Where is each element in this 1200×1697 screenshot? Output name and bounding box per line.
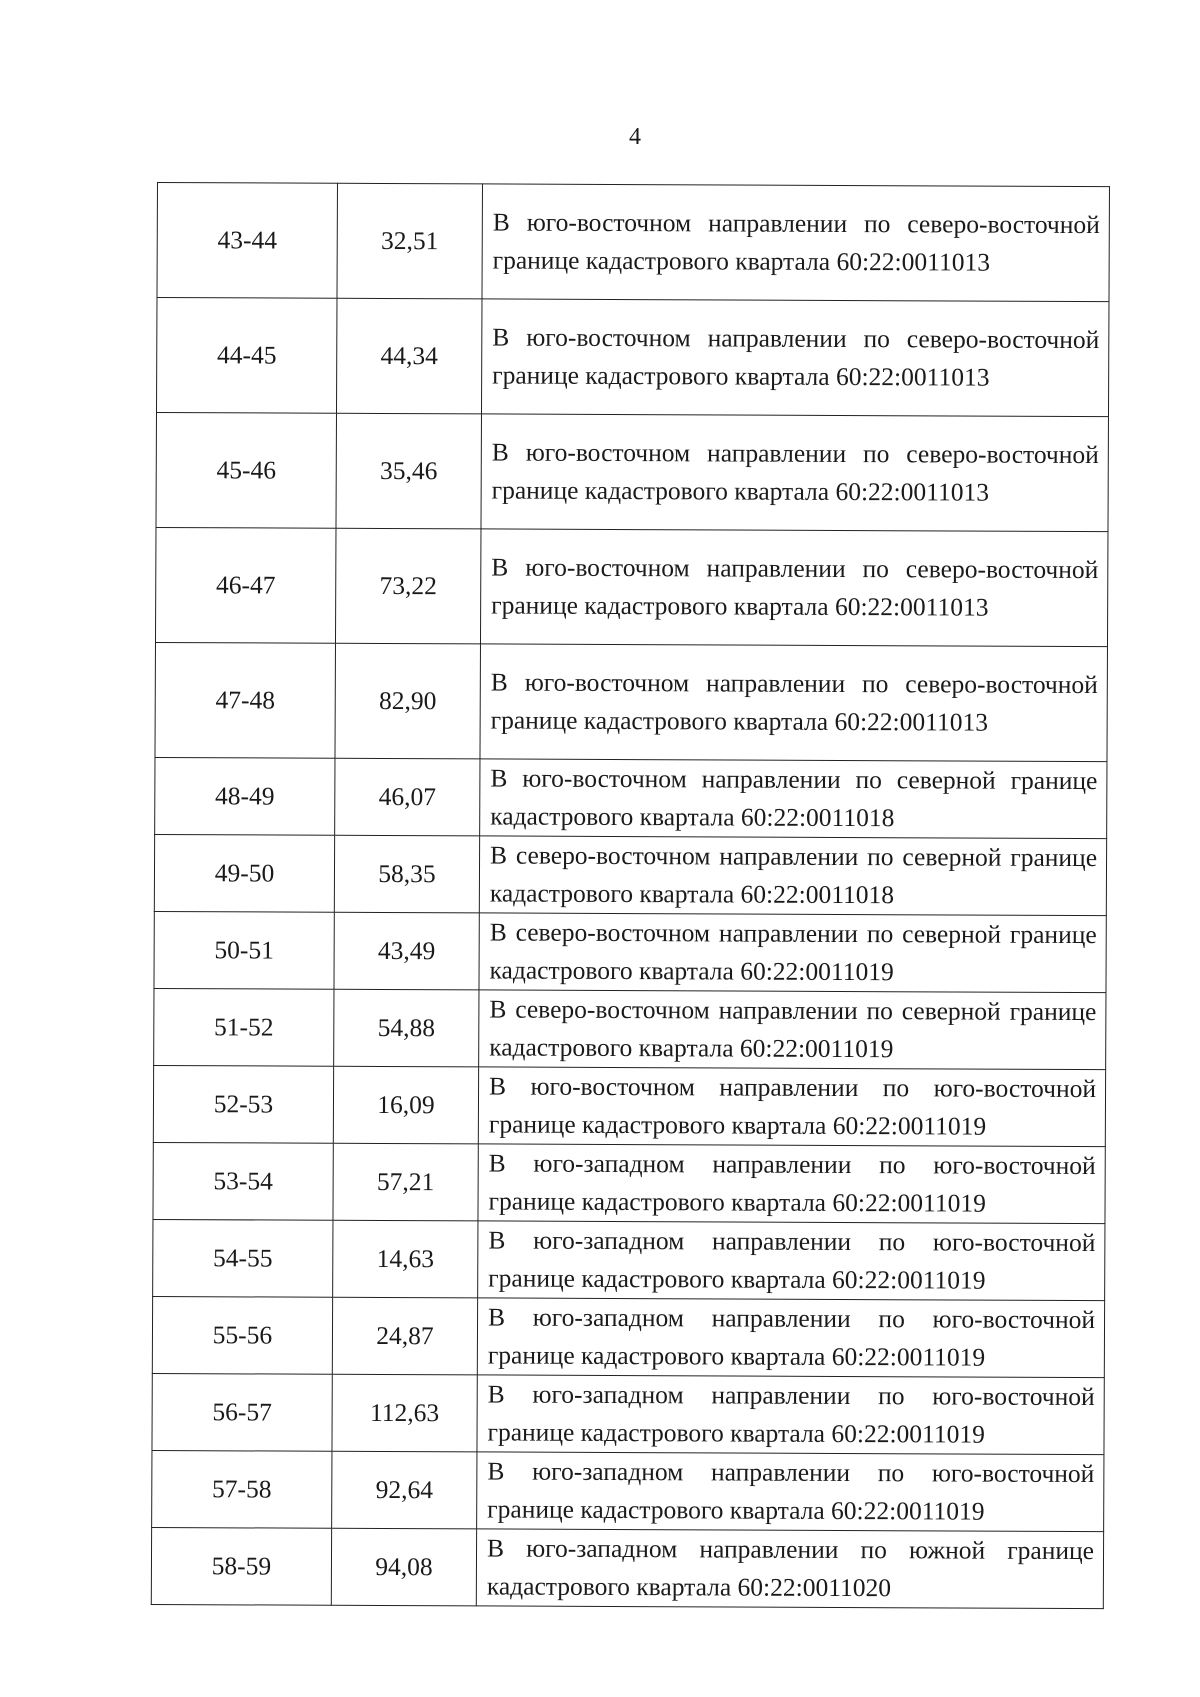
length-cell: 44,34 [336,298,482,414]
segment-cell: 48-49 [155,757,335,835]
description-cell: В северо-восточном направлении по северной границе кадастрового квартала 60:22:0011018 [479,836,1106,916]
table-row [153,1065,1105,1146]
description-cell: В юго-западном направлении по юго-восточной границе кадастрового квартала 60:22:0011019 [477,1375,1104,1455]
table-row [154,834,1106,915]
description-cell: В юго-восточном направлении по северо-восточной границе кадастрового квартала 60:22:0011013 [480,644,1107,762]
length-cell: 16,09 [333,1066,478,1144]
boundary-segments-table [151,182,1110,1609]
description-cell: В северо-восточном направлении по северной границе кадастрового квартала 60:22:0011019 [479,913,1106,993]
table-row [153,1219,1105,1300]
segment-cell: 57-58 [152,1450,332,1528]
length-cell: 57,21 [333,1143,478,1221]
table-body [151,183,1109,1609]
description-cell: В юго-восточном направлении по северо-восточной границе кадастрового квартала 60:22:0011013 [482,184,1109,302]
description-cell: В юго-западном направлении по юго-восточной границе кадастрового квартала 60:22:0011019 [477,1298,1104,1378]
description-cell: В юго-западном направлении по южной границе кадастрового квартала 60:22:0011020 [476,1529,1103,1609]
segment-cell: 45-46 [156,413,337,529]
length-cell: 58,35 [334,835,479,913]
length-cell: 73,22 [335,528,481,644]
segment-cell: 46-47 [155,527,336,643]
table-row [154,911,1106,992]
segment-cell: 50-51 [154,911,334,989]
table-row [152,1373,1104,1454]
description-cell: В юго-западном направлении по юго-восточной границе кадастрового квартала 60:22:0011019 [478,1144,1105,1224]
length-cell: 35,46 [336,413,482,529]
segment-cell: 54-55 [153,1219,333,1297]
segment-cell: 52-53 [153,1065,333,1143]
table-row [151,1527,1103,1608]
table-row [152,1450,1104,1531]
description-cell: В юго-восточном направлении по северной границе кадастрового квартала 60:22:0011018 [480,759,1107,839]
description-cell: В юго-западном направлении по юго-восточной границе кадастрового квартала 60:22:0011019 [477,1452,1104,1532]
segment-cell: 47-48 [155,642,336,758]
segment-cell: 51-52 [154,988,334,1066]
segment-cell: 43-44 [157,183,338,299]
length-cell: 24,87 [332,1297,477,1375]
segment-cell: 49-50 [154,834,334,912]
segment-cell: 53-54 [153,1142,333,1220]
length-cell: 112,63 [332,1374,477,1452]
table-row [156,298,1108,417]
description-cell: В юго-восточном направлении по северо-восточной границе кадастрового квартала 60:22:0011013 [480,529,1107,647]
segment-cell: 44-45 [156,298,337,414]
description-cell: В юго-восточном направлении по северо-восточной границе кадастрового квартала 60:22:0011013 [481,414,1108,532]
table-row [153,1142,1105,1223]
table-row [154,988,1106,1069]
length-cell: 54,88 [334,989,479,1067]
table-row [155,527,1107,646]
length-cell: 92,64 [332,1451,477,1529]
length-cell: 43,49 [334,912,479,990]
segment-cell: 55-56 [152,1296,332,1374]
table-row [157,183,1109,302]
table-row [155,642,1107,761]
description-cell: В северо-восточном направлении по северной границе кадастрового квартала 60:22:0011019 [479,990,1106,1070]
description-cell: В юго-западном направлении по юго-восточной границе кадастрового квартала 60:22:0011019 [478,1221,1105,1301]
segment-cell: 56-57 [152,1373,332,1451]
segment-cell: 58-59 [151,1527,331,1605]
page-number: 4 [629,124,641,150]
length-cell: 46,07 [335,758,480,836]
table-row [156,413,1108,532]
length-cell: 82,90 [335,643,481,759]
table-row [155,757,1107,838]
description-cell: В юго-восточном направлении по юго-восточной границе кадастрового квартала 60:22:0011019 [478,1067,1105,1147]
length-cell: 32,51 [337,183,483,299]
description-cell: В юго-восточном направлении по северо-восточной границе кадастрового квартала 60:22:0011013 [481,299,1108,417]
table-row [152,1296,1104,1377]
length-cell: 14,63 [333,1220,478,1298]
length-cell: 94,08 [331,1528,476,1606]
